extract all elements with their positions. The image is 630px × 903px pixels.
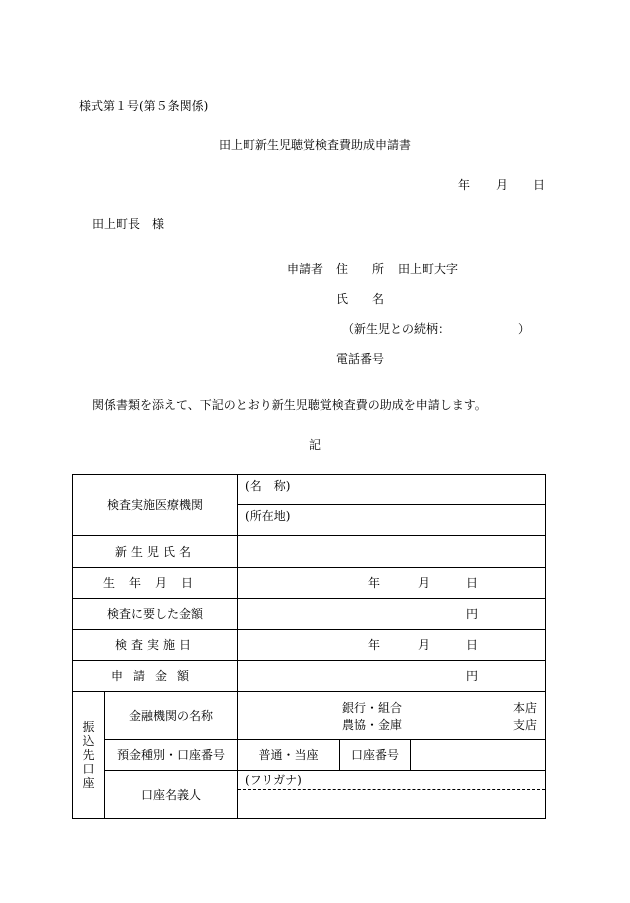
cost-field bbox=[238, 599, 546, 630]
birthdate-label: 生年月日 bbox=[73, 568, 238, 599]
deposit-types: 普通・当座 bbox=[238, 740, 340, 771]
exam-date-label: 検査実施日 bbox=[73, 630, 238, 661]
branch-main: 本店 bbox=[513, 700, 538, 715]
exam-year: 年 bbox=[368, 638, 381, 652]
relation-close: ） bbox=[518, 322, 531, 336]
bank-type-1: 銀行・組合 bbox=[342, 700, 403, 715]
account-holder-field bbox=[238, 771, 546, 819]
cost-yen: 円 bbox=[466, 607, 479, 621]
relation-label: （新生児との続柄： bbox=[342, 322, 451, 336]
phone-label: 電話番号 bbox=[336, 352, 385, 366]
bank-name-label: 金融機関の名称 bbox=[105, 692, 238, 740]
amount-field bbox=[238, 661, 546, 692]
name-label: 氏 名 bbox=[336, 292, 385, 306]
exam-day: 日 bbox=[466, 638, 479, 652]
furigana-line: (フリガナ) bbox=[238, 771, 545, 790]
amount-yen: 円 bbox=[466, 669, 479, 683]
facility-label: 検査実施医療機関 bbox=[73, 475, 238, 536]
deposit-label: 預金種別・口座番号 bbox=[105, 740, 238, 771]
application-table bbox=[72, 474, 546, 819]
bank-type-2: 農協・金庫 bbox=[342, 717, 403, 732]
newborn-name-field bbox=[238, 536, 546, 568]
form-number: 様式第１号(第５条関係) bbox=[79, 99, 209, 113]
birth-year: 年 bbox=[368, 576, 381, 590]
account-holder-label: 口座名義人 bbox=[105, 771, 238, 819]
account-number-field bbox=[411, 740, 546, 771]
birth-month: 月 bbox=[418, 576, 431, 590]
account-number-label: 口座番号 bbox=[340, 740, 411, 771]
birthdate-field bbox=[238, 568, 546, 599]
branch-sub: 支店 bbox=[513, 717, 538, 732]
address-value: 田上町大字 bbox=[398, 262, 459, 276]
page-title: 田上町新生児聴覚検査費助成申請書 bbox=[219, 138, 412, 152]
facility-address-field: (所在地) bbox=[238, 505, 546, 536]
statement: 関係書類を添えて、下記のとおり新生児聴覚検査費の助成を申請します。 bbox=[92, 398, 487, 412]
ki-label: 記 bbox=[309, 438, 322, 452]
bank-name-field bbox=[238, 692, 546, 740]
facility-name-field: (名 称) bbox=[238, 475, 546, 505]
exam-month: 月 bbox=[418, 638, 431, 652]
date-year-label: 年 bbox=[458, 178, 471, 192]
applicant-label: 申請者 bbox=[287, 262, 324, 276]
birth-day: 日 bbox=[466, 576, 479, 590]
amount-label: 申請金額 bbox=[73, 661, 238, 692]
cost-label: 検査に要した金額 bbox=[73, 599, 238, 630]
address-label: 住 所 bbox=[336, 262, 385, 276]
date-day-label: 日 bbox=[533, 178, 546, 192]
exam-date-field bbox=[238, 630, 546, 661]
date-month-label: 月 bbox=[496, 178, 509, 192]
transfer-account-label: 振込先口座 bbox=[73, 692, 105, 819]
newborn-name-label: 新生児氏名 bbox=[73, 536, 238, 568]
addressee: 田上町長 様 bbox=[92, 217, 165, 231]
